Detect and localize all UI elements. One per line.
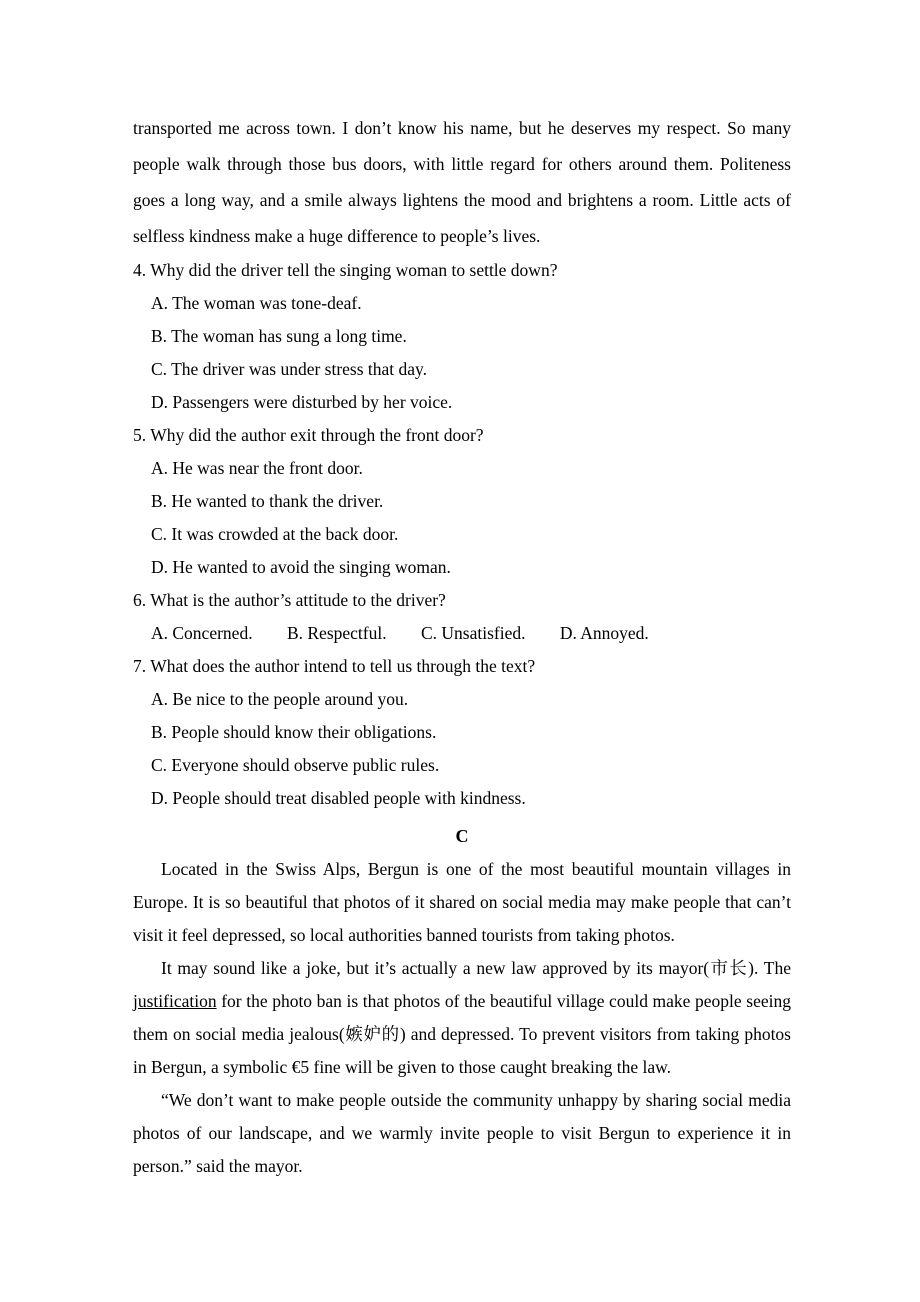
passage-b-continuation-paragraph: transported me across town. I don’t know his name, but he deserves my respect. So many people walk through those bus doors, with little regard for others around them. Politeness goes a long way, and a smile always lightens the mood and brightens a room. Little acts of selfless kindness make a huge difference to people’s lives. [133, 118, 791, 246]
question-5-option-d: D. He wanted to avoid the singing woman. [151, 557, 451, 577]
question-5-stem: Why did the author exit through the front door? [150, 425, 484, 445]
question-5-number: 5. [133, 425, 147, 445]
question-5-option-b: B. He wanted to thank the driver. [151, 491, 384, 511]
question-4-option-b: B. The woman has sung a long time. [151, 326, 407, 346]
section-c-heading: C [455, 826, 469, 846]
question-6-text [133, 584, 791, 617]
question-5-options [133, 452, 791, 584]
question-5-text [133, 419, 791, 452]
question-6-stem: What is the author’s attitude to the driver? [150, 590, 446, 610]
question-6-options [133, 617, 791, 650]
question-4-option-d: D. Passengers were disturbed by her voice. [151, 392, 453, 412]
question-7-option-c: C. Everyone should observe public rules. [151, 755, 440, 775]
question-4-option-c: C. The driver was under stress that day. [151, 359, 428, 379]
question-7-option-d: D. People should treat disabled people with kindness. [151, 788, 526, 808]
question-5-option-c: C. It was crowded at the back door. [151, 524, 399, 544]
section-c-paragraph-1: Located in the Swiss Alps, Bergun is one of the most beautiful mountain villages in Europe. It is so beautiful that photos of it shared on social media may make people that can’t visit it feel depressed, so local authorities banned tourists from taking photos. [133, 859, 791, 945]
question-4 [133, 254, 791, 419]
question-5-option-a: A. He was near the front door. [151, 458, 363, 478]
question-4-number: 4. [133, 260, 147, 280]
question-7-options [133, 683, 791, 815]
paragraph-2-text-before: It may sound like a joke, but it’s actually a new law approved by its mayor(市长). The [161, 958, 791, 978]
question-6-option-c: C. Unsatisfied. [420, 623, 526, 643]
question-6 [133, 584, 791, 650]
question-4-option-a: A. The woman was tone-deaf. [151, 293, 362, 313]
question-4-text [133, 254, 791, 287]
question-5 [133, 419, 791, 584]
question-7-number: 7. [133, 656, 147, 676]
question-4-options [133, 287, 791, 419]
question-7-option-a: A. Be nice to the people around you. [151, 689, 409, 709]
question-4-stem: Why did the driver tell the singing woman to settle down? [150, 260, 558, 280]
question-6-option-b: B. Respectful. [286, 623, 387, 643]
question-7-text [133, 650, 791, 683]
section-c-paragraph-2 [133, 952, 791, 1084]
question-6-number: 6. [133, 590, 147, 610]
question-7-option-b: B. People should know their obligations. [151, 722, 437, 742]
question-6-option-d: D. Annoyed. [559, 623, 649, 643]
paragraph-2-text-after: for the photo ban is that photos of the beautiful village could make people seeing them on social media jealous(嫉妒的) and depressed. To prevent visitors from taking photos in Bergun, a symbolic €5 fine will be given to those caught breaking the law. [133, 991, 791, 1077]
underlined-word-justification: justification [133, 991, 217, 1011]
question-7-stem: What does the author intend to tell us through the text? [150, 656, 536, 676]
question-7 [133, 650, 791, 815]
section-c-paragraph-3: “We don’t want to make people outside the community unhappy by sharing social media photos of our landscape, and we warmly invite people to visit Bergun to experience it in person.” said the mayor. [133, 1090, 791, 1176]
question-6-option-a: A. Concerned. [151, 623, 253, 643]
exam-page [133, 110, 791, 1183]
